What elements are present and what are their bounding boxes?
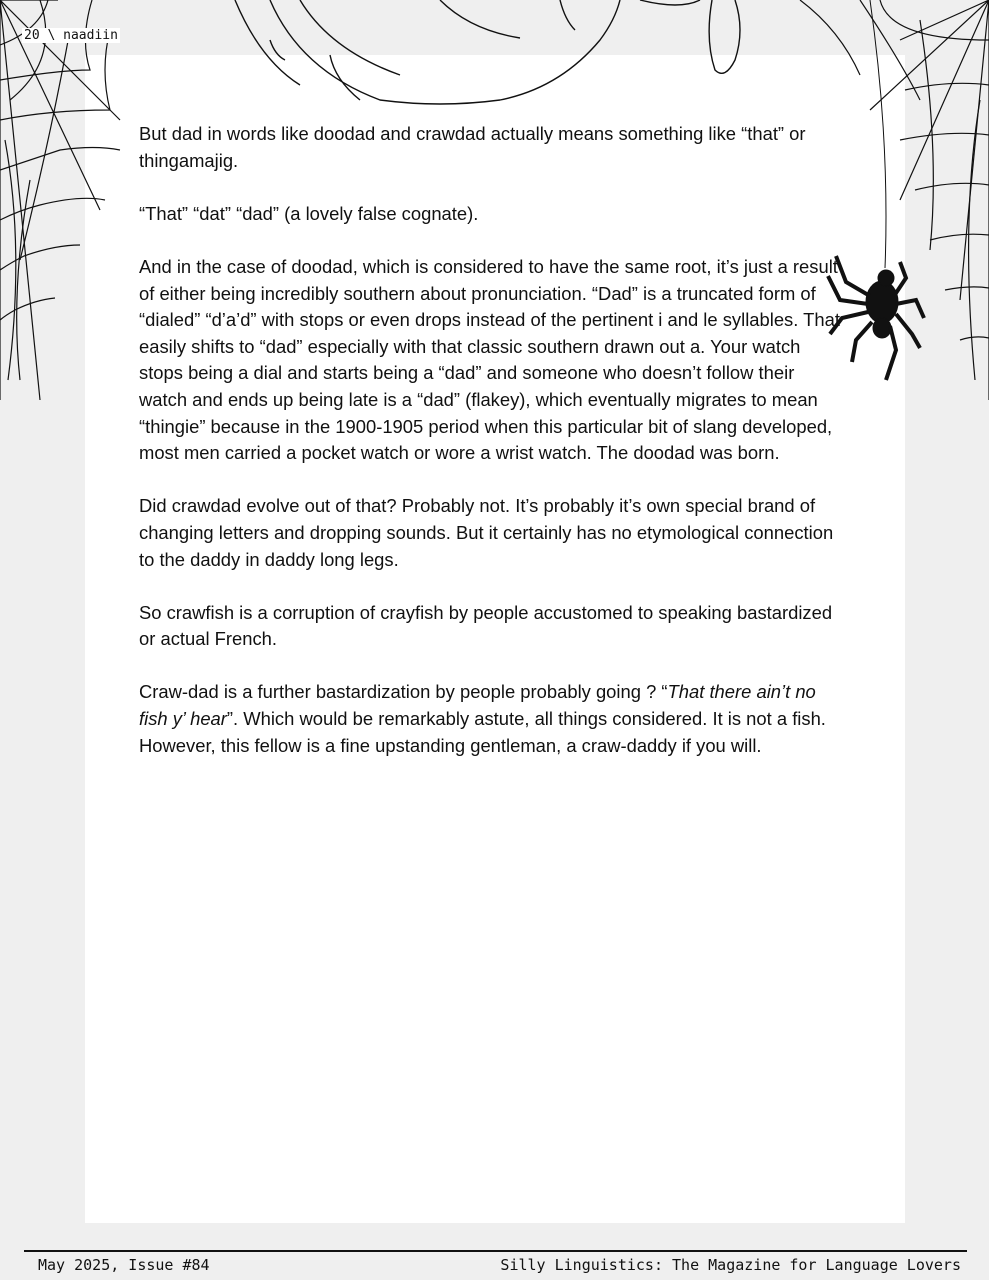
italic-quote: That there ain’t no fish y’ hear: [139, 681, 816, 730]
footer-issue: May 2025, Issue #84: [38, 1256, 210, 1274]
paragraph: Did crawdad evolve out of that? Probably not. It’s probably it’s own special brand of changing letters and dropping sounds. But it certainly has no etymological connection to the daddy in daddy long legs.: [139, 495, 834, 570]
page-label: 20 \ naadiin: [24, 28, 118, 43]
paragraph: But dad in words like doodad and crawdad actually means something like “that” or thingamajig.: [139, 123, 806, 171]
paragraph-text: Craw-dad is a further bastardization by people probably going ? “: [139, 681, 668, 703]
footer-magazine-title: Silly Linguistics: The Magazine for Language Lovers: [500, 1256, 961, 1274]
paragraph: [139, 679, 844, 759]
paragraph: “That” “dat” “dad” (a lovely false cognate).: [139, 202, 479, 224]
paragraph: So crawfish is a corruption of crayfish by people accustomed to speaking bastardized or actual French.: [139, 601, 833, 650]
paragraph: And in the case of doodad, which is considered to have the same root, it’s just a result of either being incredibly southern about pronunciation. “Dad” is a truncated form of “dialed” “d’a’d” with stops or even drops instead of the pertinent i and le syllables. That easily shifts to “dad” especially with that classic southern drawn out a. Your watch stops being a dial and starts being a “dad” and someone who doesn’t follow their watch and ends up being late is a “dad” (flakey), which eventually migrates to mean “thingie” because in the 1900-1905 period when this particular bit of slang developed, most men carried a pocket watch or wore a wrist watch. The doodad was born.: [139, 255, 840, 464]
paragraph-text: ”. Which would be remarkably astute, all things considered. It is not a fish. However, this fellow is a fine upstanding gentleman, a craw-daddy if you will.: [139, 708, 826, 756]
article-body: [139, 121, 844, 786]
footer-divider: [24, 1250, 967, 1252]
